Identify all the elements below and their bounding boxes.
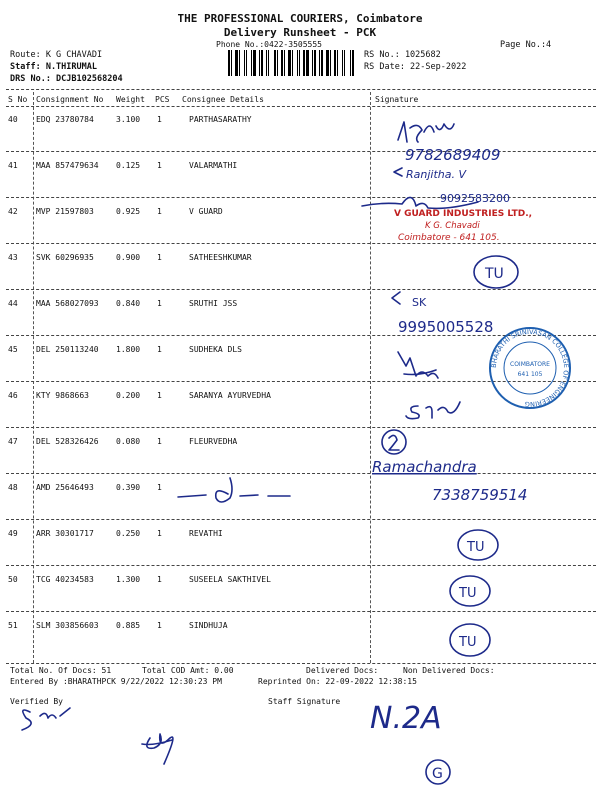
- row-consignment-no: TCG 40234583: [36, 575, 94, 584]
- col-header-sno: S No: [8, 95, 28, 104]
- row-pcs: 1: [157, 345, 162, 354]
- row-consignment-no: KTY 9868663: [36, 391, 89, 400]
- row-consignee: SARANYA AYURVEDHA: [189, 391, 271, 400]
- college-stamp-city: COIMBATORE: [510, 361, 550, 368]
- row-weight: 0.840: [116, 299, 141, 308]
- row-consignee: VALARMATHI: [189, 161, 238, 170]
- row-sno: 41: [8, 161, 18, 170]
- route-label: Route: K G CHAVADI: [10, 50, 103, 60]
- row-50-signature: [450, 576, 490, 606]
- college-stamp: [490, 328, 570, 408]
- row-sno: 42: [8, 207, 18, 216]
- row-weight: 1.300: [116, 575, 141, 584]
- row-51-mark-handwritten: TU: [459, 635, 477, 650]
- row-pcs: 1: [157, 621, 162, 630]
- row-51-signature: [450, 624, 490, 656]
- row-weight: 0.925: [116, 207, 141, 216]
- vguard-stamp-line2: K G. Chavadi: [425, 221, 480, 231]
- row-consignee: SRUTHI JSS: [189, 299, 238, 308]
- row-consignment-no: MAA 568027093: [36, 299, 99, 308]
- row-weight: 0.390: [116, 483, 141, 492]
- row-weight: 1.800: [116, 345, 141, 354]
- row-pcs: 1: [157, 115, 162, 124]
- col-header-signature: Signature: [375, 95, 419, 104]
- col-header-weight: Weight: [116, 95, 145, 104]
- row-pcs: 1: [157, 253, 162, 262]
- row-consignment-no: DEL 250113240: [36, 345, 99, 354]
- row-47-name-handwritten: Ramachandra: [372, 458, 477, 476]
- runsheet-subtitle: Delivery Runsheet - PCK: [223, 26, 377, 39]
- footer-rule: [6, 663, 596, 664]
- total-cod-amount: Total COD Amt: 0.00: [142, 666, 234, 675]
- verified-by-label: Verified By: [10, 697, 63, 706]
- row-consignment-no: SLM 303856603: [36, 621, 99, 630]
- row-sno: 40: [8, 115, 18, 124]
- row-49-mark-handwritten: TU: [467, 540, 485, 555]
- row-consignment-no: AMD 25646493: [36, 483, 94, 492]
- row-45-signature: [398, 328, 570, 408]
- row-consignment-no: MAA 857479634: [36, 161, 99, 170]
- row-44-phone-handwritten: 9995005528: [398, 318, 494, 336]
- non-delivered-docs: Non Delivered Docs:: [403, 666, 495, 675]
- verified-by-signature: [22, 708, 173, 764]
- row-40-phone-handwritten: 9782689409: [405, 146, 501, 164]
- row-44-signature: [392, 292, 493, 336]
- row-pcs: 1: [157, 161, 162, 170]
- delivered-docs: Delivered Docs:: [306, 666, 379, 675]
- rs-number: RS No.: 1025682: [364, 50, 441, 60]
- row-40-signature: [398, 122, 500, 164]
- row-consignee: SATHEESHKUMAR: [189, 253, 252, 262]
- staff-label: Staff: N.THIRUMAL: [10, 62, 97, 72]
- bottom-mark-handwritten: G: [432, 766, 443, 782]
- row-42-signature: [362, 192, 532, 243]
- entered-by: Entered By :BHARATHPCK 9/22/2022 12:30:23 PM: [10, 677, 222, 686]
- row-weight: 3.100: [116, 115, 141, 124]
- row-weight: 0.900: [116, 253, 141, 262]
- row-consignment-no: SVK 60296935: [36, 253, 94, 262]
- row-sno: 46: [8, 391, 18, 400]
- row-43-mark-handwritten: TU: [485, 266, 504, 282]
- staff-signature-mark: [370, 701, 450, 784]
- row-consignee: V GUARD: [189, 207, 223, 216]
- staff-signature-handwritten: N.2A: [370, 701, 442, 736]
- col-header-consignee: Consignee Details: [182, 95, 264, 104]
- company-title: THE PROFESSIONAL COURIERS, Coimbatore: [177, 12, 423, 25]
- row-sno: 49: [8, 529, 18, 538]
- row-42-phone-handwritten: 9092583200: [440, 192, 510, 205]
- row-weight: 0.250: [116, 529, 141, 538]
- row-48-signature: [178, 478, 527, 504]
- col-header-consignment: Consignment No: [36, 95, 104, 104]
- row-sno: 50: [8, 575, 18, 584]
- total-docs: Total No. Of Docs: 51: [10, 666, 112, 675]
- row-pcs: 1: [157, 529, 162, 538]
- row-consignee: SUDHEKA DLS: [189, 345, 242, 354]
- row-consignee: FLEURVEDHA: [189, 437, 238, 446]
- row-weight: 0.080: [116, 437, 141, 446]
- row-weight: 0.200: [116, 391, 141, 400]
- row-46-signature: [406, 402, 460, 419]
- row-weight: 0.885: [116, 621, 141, 630]
- row-pcs: 1: [157, 207, 162, 216]
- row-consignee: PARTHASARATHY: [189, 115, 252, 124]
- row-consignment-no: DEL 528326426: [36, 437, 99, 446]
- row-pcs: 1: [157, 437, 162, 446]
- row-49-signature: [458, 530, 498, 560]
- row-41-signature: [394, 168, 467, 181]
- row-pcs: 1: [157, 299, 162, 308]
- row-50-mark-handwritten: TU: [459, 586, 477, 601]
- row-sno: 45: [8, 345, 18, 354]
- row-sno: 51: [8, 621, 18, 630]
- row-pcs: 1: [157, 575, 162, 584]
- drs-number: DRS No.: DCJB102568204: [10, 74, 123, 84]
- row-pcs: 1: [157, 391, 162, 400]
- row-41-name-handwritten: Ranjitha. V: [406, 168, 467, 181]
- row-consignment-no: ARR 30301717: [36, 529, 94, 538]
- row-consignment-no: MVP 21597803: [36, 207, 94, 216]
- row-consignment-no: EDQ 23780784: [36, 115, 94, 124]
- row-sno: 44: [8, 299, 18, 308]
- college-stamp-ring-text: BHARATHI SRINIVASAN COLLEGE OF ENGINEERING: [489, 327, 571, 409]
- row-weight: 0.125: [116, 161, 141, 170]
- row-sno: 43: [8, 253, 18, 262]
- row-consignee: REVATHI: [189, 529, 223, 538]
- row-44-name-handwritten: SK: [412, 296, 427, 309]
- page-number: Page No.:4: [500, 40, 552, 50]
- rs-date: RS Date: 22-Sep-2022: [364, 62, 467, 72]
- reprinted-on: Reprinted On: 22-09-2022 12:38:15: [258, 677, 417, 686]
- row-43-signature: [474, 256, 518, 288]
- staff-signature-label: Staff Signature: [268, 697, 341, 706]
- row-sno: 47: [8, 437, 18, 446]
- phone-number: Phone No.:0422-3505555: [216, 40, 322, 49]
- row-47-signature: [372, 430, 477, 476]
- row-consignee: SUSEELA SAKTHIVEL: [189, 575, 271, 584]
- row-consignee: SINDHUJA: [189, 621, 228, 630]
- vguard-stamp-line1: V GUARD INDUSTRIES LTD.,: [394, 209, 533, 219]
- college-stamp-pin: 641 105: [517, 371, 543, 378]
- col-header-pcs: PCS: [155, 95, 170, 104]
- row-pcs: 1: [157, 483, 162, 492]
- row-sno: 48: [8, 483, 18, 492]
- row-48-phone-handwritten: 7338759514: [432, 486, 528, 504]
- vguard-stamp-line3: Coimbatore - 641 105.: [398, 233, 500, 243]
